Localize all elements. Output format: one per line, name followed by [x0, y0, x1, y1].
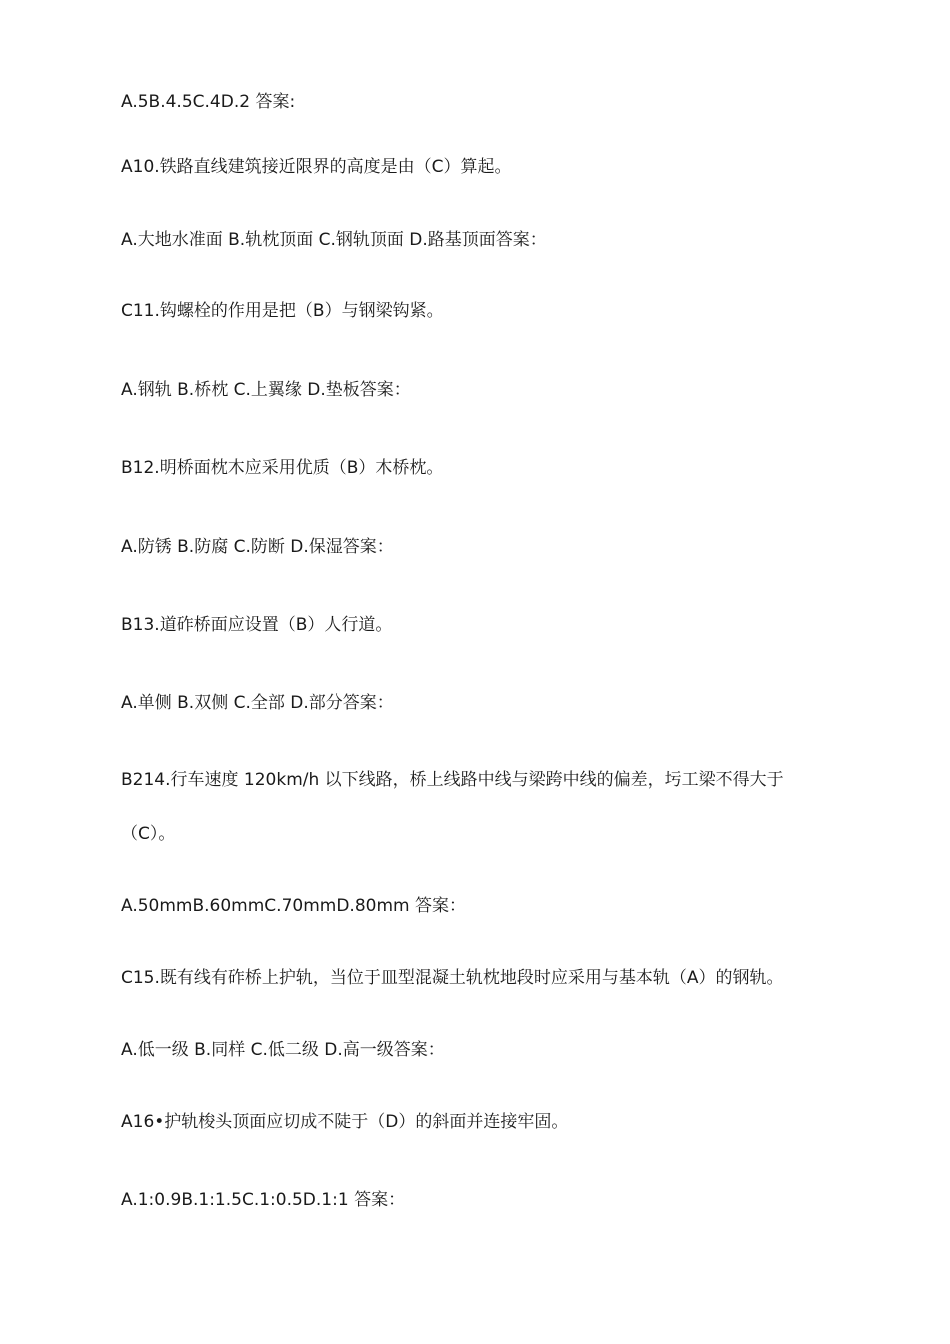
options-13: A.单侧 B.双侧 C.全部 D.部分答案：	[121, 693, 394, 713]
question-12: B12.明桥面枕木应采用优质（B）木桥枕。	[121, 458, 444, 478]
options-14: A.50mmB.60mmC.70mmD.80mm 答案：	[121, 896, 466, 916]
options-16: A.1:0.9B.1:1.5C.1:0.5D.1:1 答案：	[121, 1190, 406, 1210]
options-10: A.大地水准面 B.轨枕顶面 C.钢轨顶面 D.路基顶面答案：	[121, 230, 547, 250]
options-12: A.防锈 B.防腐 C.防断 D.保湿答案：	[121, 537, 394, 557]
question-13: B13.道砟桥面应设置（B）人行道。	[121, 615, 393, 635]
question-14: B214.行车速度 120km/h 以下线路，桥上线路中线与梁跨中线的偏差，圬工梁不得大于	[121, 770, 784, 790]
question-16: A16•护轨梭头顶面应切成不陡于（D）的斜面并连接牢固。	[121, 1112, 569, 1132]
text-line-answer-options-9: A.5B.4.5C.4D.2 答案:	[121, 92, 296, 112]
question-10: A10.铁路直线建筑接近限界的高度是由（C）算起。	[121, 157, 512, 177]
options-15: A.低一级 B.同样 C.低二级 D.高一级答案：	[121, 1040, 445, 1060]
options-11: A.钢轨 B.桥枕 C.上翼缘 D.垫板答案：	[121, 380, 411, 400]
question-15: C15.既有线有砟桥上护轨，当位于皿型混凝土轨枕地段时应采用与基本轨（A）的钢轨。	[121, 968, 784, 988]
question-11: C11.钩螺栓的作用是把（B）与钢梁钩紧。	[121, 301, 444, 321]
question-14-continued: （C）。	[121, 824, 176, 844]
